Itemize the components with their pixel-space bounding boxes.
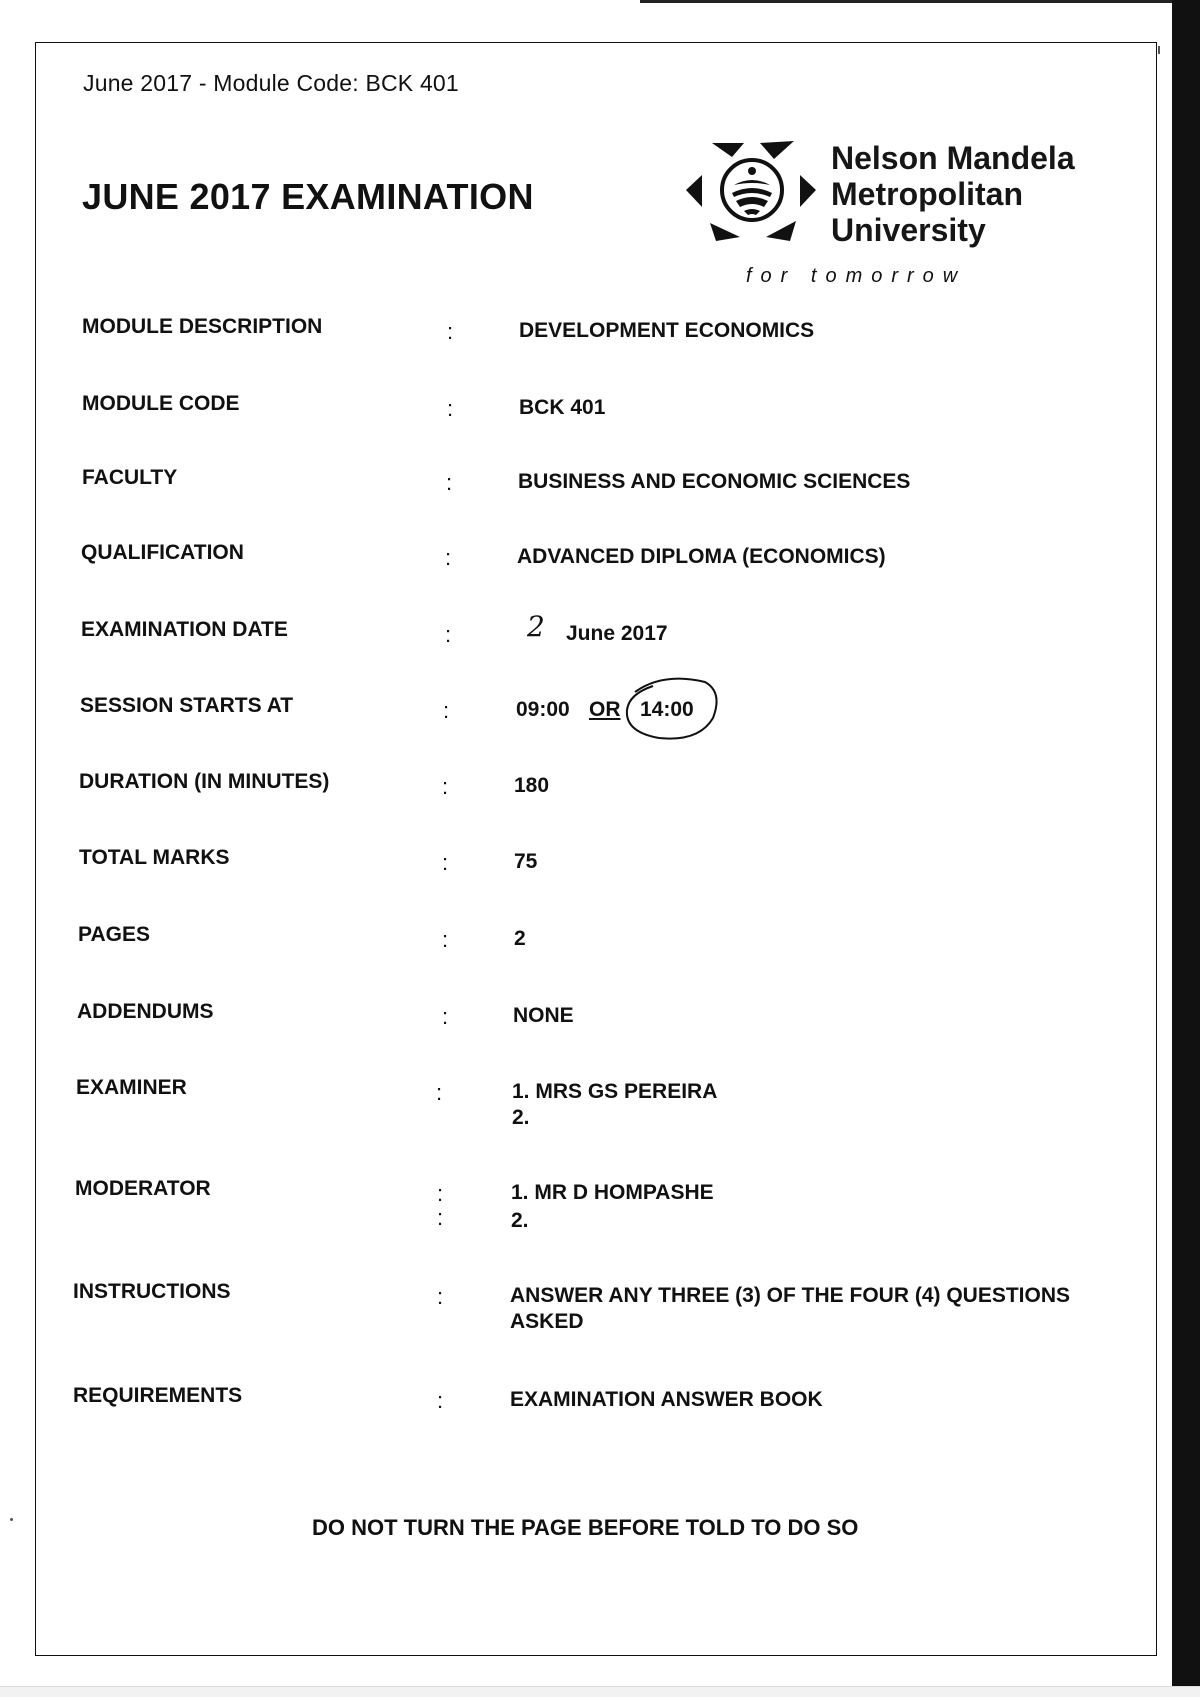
colon: :: [437, 1181, 444, 1206]
colon: :: [442, 850, 449, 875]
scan-edge-right: [1172, 0, 1200, 1697]
value-session-option-1: 09:00: [516, 698, 570, 721]
label-total-marks: TOTAL MARKS: [79, 846, 230, 869]
label-module-code: MODULE CODE: [82, 392, 240, 415]
scan-edge-bottom: [0, 1686, 1200, 1697]
university-tagline: for tomorrow: [746, 265, 967, 287]
value-qualification: ADVANCED DIPLOMA (ECONOMICS): [517, 545, 886, 568]
label-examiner: EXAMINER: [76, 1076, 187, 1099]
university-name: [831, 140, 1075, 248]
scan-edge-top: [640, 0, 1200, 3]
value-session-or: OR: [589, 698, 621, 721]
colon: :: [437, 1388, 444, 1413]
colon: :: [443, 698, 450, 723]
value-addendums: NONE: [513, 1004, 574, 1027]
scan-speck: [10, 1518, 13, 1521]
header-module-line: June 2017 - Module Code: BCK 401: [83, 70, 459, 96]
footer-warning: DO NOT TURN THE PAGE BEFORE TOLD TO DO SO: [312, 1515, 859, 1540]
exam-title: JUNE 2017 EXAMINATION: [82, 176, 534, 217]
value-pages: 2: [514, 927, 526, 950]
value-instructions-1: ANSWER ANY THREE (3) OF THE FOUR (4) QUESTIONS: [510, 1284, 1071, 1307]
colon: :: [446, 470, 453, 495]
handwritten-circle-mark: [617, 670, 723, 748]
label-qualification: QUALIFICATION: [81, 541, 244, 564]
label-session-starts: SESSION STARTS AT: [80, 694, 294, 717]
value-faculty: BUSINESS AND ECONOMIC SCIENCES: [518, 470, 911, 493]
colon: :: [442, 927, 449, 952]
value-moderator-1: 1. MR D HOMPASHE: [511, 1181, 714, 1204]
handwritten-day: 2: [527, 610, 545, 643]
label-examination-date: EXAMINATION DATE: [81, 618, 288, 641]
label-addendums: ADDENDUMS: [77, 1000, 214, 1023]
university-name-line-3: University: [831, 212, 986, 248]
colon: :: [445, 545, 452, 570]
label-module-description: MODULE DESCRIPTION: [82, 315, 323, 338]
colon: :: [437, 1205, 444, 1230]
colon: :: [447, 319, 454, 344]
colon: :: [447, 396, 454, 421]
colon: :: [442, 774, 449, 799]
colon: :: [437, 1284, 444, 1309]
value-module-description: DEVELOPMENT ECONOMICS: [519, 319, 815, 342]
value-requirements: EXAMINATION ANSWER BOOK: [510, 1388, 823, 1411]
label-duration: DURATION (IN MINUTES): [79, 770, 330, 793]
university-name-line-2: Metropolitan: [831, 176, 1023, 212]
value-module-code: BCK 401: [519, 396, 606, 419]
value-total-marks: 75: [514, 850, 538, 873]
label-instructions: INSTRUCTIONS: [73, 1280, 231, 1303]
label-moderator: MODERATOR: [75, 1177, 211, 1200]
label-requirements: REQUIREMENTS: [73, 1384, 243, 1407]
label-pages: PAGES: [78, 923, 150, 946]
label-faculty: FACULTY: [82, 466, 178, 489]
university-emblem-icon: [682, 135, 822, 245]
colon: :: [436, 1080, 443, 1105]
value-session-option-2: 14:00: [640, 698, 694, 721]
value-examiner-2: 2.: [512, 1106, 530, 1129]
university-name-line-1: Nelson Mandela: [831, 140, 1075, 176]
scan-speck: [1158, 46, 1160, 54]
value-moderator-2: 2.: [511, 1209, 529, 1232]
value-instructions-2: ASKED: [510, 1310, 584, 1333]
value-duration: 180: [514, 774, 550, 797]
colon: :: [442, 1004, 449, 1029]
colon: :: [445, 622, 452, 647]
value-examiner-1: 1. MRS GS PEREIRA: [512, 1080, 718, 1103]
value-examination-date: June 2017: [566, 622, 668, 645]
